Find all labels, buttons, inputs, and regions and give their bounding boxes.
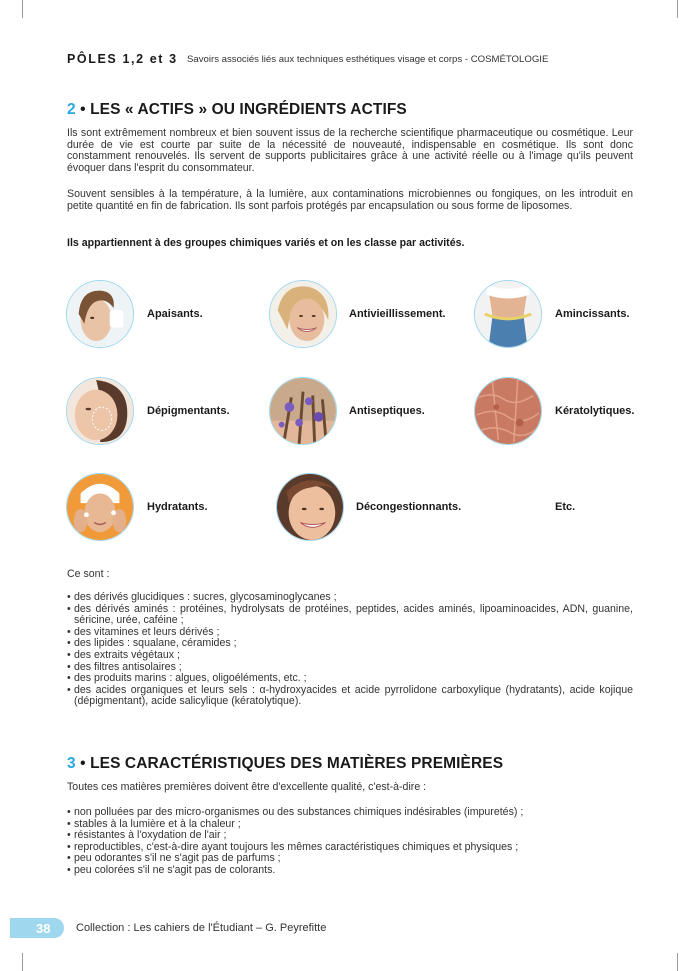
skin-texture-photo: [474, 377, 542, 445]
face-washing-photo: [66, 473, 134, 541]
header-subtitle: Savoirs associés liés aux techniques esthétiques visage et corps - COSMÉTOLOGIE: [187, 54, 549, 65]
list-item: • des vitamines et leurs dérivés ;: [67, 627, 633, 639]
smiling-woman-photo: [269, 280, 337, 348]
smiling-woman-photo: [276, 473, 344, 541]
list-item: • des acides organiques et leurs sels : α-hydroxyacides et acide pyrrolidone carboxylique (hydratants), acide kojique (dépigmentant), acide salicylique (kératolytique).: [67, 685, 633, 708]
category-label: Dépigmentants.: [147, 405, 230, 417]
section-2-paragraph-3: Ils appartiennent à des groupes chimiques variés et on les classe par activités.: [67, 237, 465, 249]
list-item: • résistantes à l'oxydation de l'air ;: [67, 830, 633, 842]
actives-list: [67, 592, 633, 708]
section-2-paragraph-1: Ils sont extrêmement nombreux et bien souvent issus de la recherche scientifique pharmaceutique ou cosmétique. Leur durée de vie est courte par suite de la nécessité de nouveauté, indispensable en cosmétique. Ils sont donc constamment renouvelés. Ils servent de supports publicitaires grâce à une activité réelle ou à l'image qu'ils peuvent évoquer dans l'esprit du consommateur.: [67, 127, 633, 174]
list-intro: Ce sont :: [67, 568, 110, 580]
crop-mark: [677, 953, 678, 971]
section-3-intro: Toutes ces matières premières doivent être d'excellente qualité, c'est-à-dire :: [67, 781, 427, 793]
list-item: • des dérivés aminés : protéines, hydrolysats de protéines, peptides, acides aminés, lipoaminoacides, ADN, guanine, séricine, urée, caféine ;: [67, 604, 633, 627]
list-item: • stables à la lumière et à la chaleur ;: [67, 819, 633, 831]
category-label: Hydratants.: [147, 501, 208, 513]
list-item: • des extraits végétaux ;: [67, 650, 633, 662]
list-item: • des produits marins : algues, oligoéléments, etc. ;: [67, 673, 633, 685]
crop-mark: [22, 0, 23, 18]
section-2-title-text: • LES « ACTIFS » OU INGRÉDIENTS ACTIFS: [75, 101, 407, 118]
section-3-number: 3: [67, 755, 76, 772]
category-label: Kératolytiques.: [555, 405, 635, 417]
page-number: 38: [36, 921, 51, 936]
list-item: • reproductibles, c'est-à-dire ayant toujours les mêmes caractéristiques chimiques et physiques ;: [67, 842, 633, 854]
section-2-paragraph-2: Souvent sensibles à la température, à la lumière, aux contaminations microbiennes ou fongiques, on les introduit en petite quantité en fin de fabrication. Ils sont parfois protégés par encapsulation ou sous forme de liposomes.: [67, 188, 633, 212]
bacteria-illustration: [269, 377, 337, 445]
category-label: Etc.: [555, 501, 576, 513]
section-2-title: [67, 101, 407, 119]
characteristics-list: [67, 807, 633, 877]
list-item: • des filtres antisolaires ;: [67, 662, 633, 674]
category-label: Amincissants.: [555, 308, 630, 320]
crop-mark: [677, 0, 678, 18]
footer-collection: Collection : Les cahiers de l'Étudiant – G. Peyrefitte: [76, 922, 327, 934]
list-item: • des dérivés glucidiques : sucres, glycosaminoglycanes ;: [67, 592, 633, 604]
list-item: • des lipides : squalane, céramides ;: [67, 638, 633, 650]
list-item: • peu odorantes s'il ne s'agit pas de parfums ;: [67, 853, 633, 865]
section-3-title-text: • LES CARACTÉRISTIQUES DES MATIÈRES PREMIÈRES: [75, 755, 504, 772]
category-label: Apaisants.: [147, 308, 203, 320]
page-header: [67, 52, 657, 68]
crop-mark: [22, 953, 23, 971]
header-poles: PÔLES 1,2 et 3: [67, 52, 178, 66]
list-item: • non polluées par des micro-organismes ou des substances chimiques indésirables (impuretés) ;: [67, 807, 633, 819]
waist-measuring-photo: [474, 280, 542, 348]
list-item: • peu colorées s'il ne s'agit pas de colorants.: [67, 865, 633, 877]
category-label: Antiseptiques.: [349, 405, 425, 417]
section-2-number: 2: [67, 101, 76, 118]
face-skin-photo: [66, 377, 134, 445]
category-label: Antivieillissement.: [349, 308, 446, 320]
woman-face-photo: [66, 280, 134, 348]
section-3-title: [67, 755, 503, 773]
category-label: Décongestionnants.: [356, 501, 462, 513]
